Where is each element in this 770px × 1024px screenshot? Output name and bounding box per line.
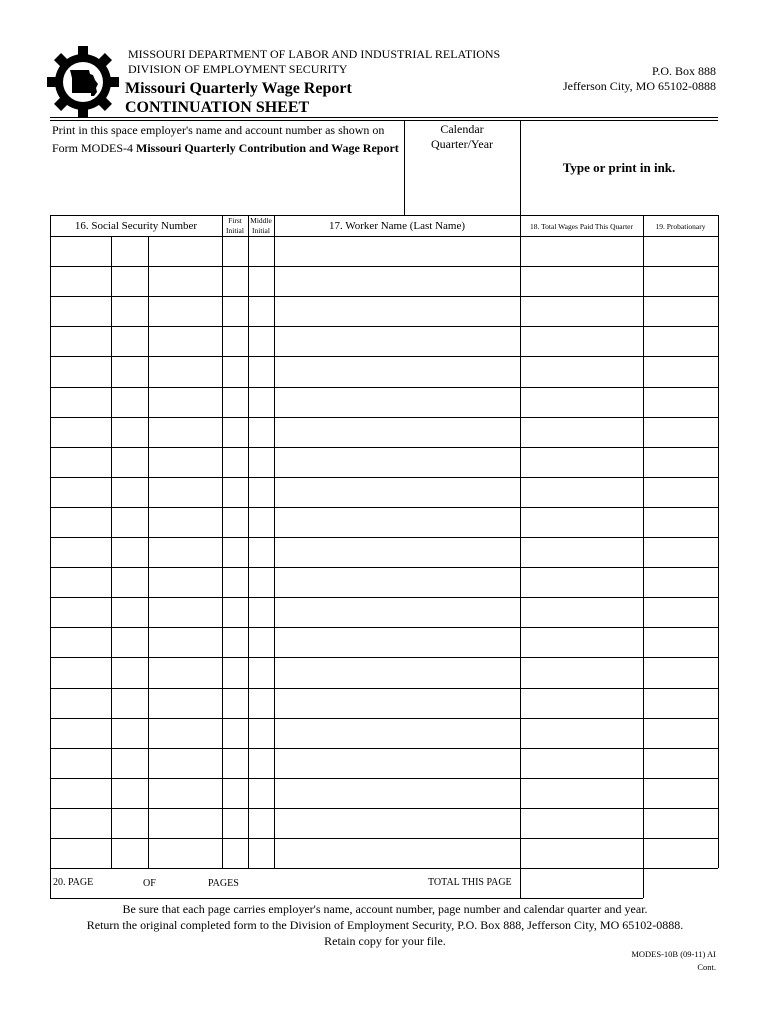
worker-name-field[interactable] <box>275 658 519 686</box>
ssn-part3-field[interactable] <box>149 658 221 686</box>
total-this-page-field[interactable] <box>521 869 642 897</box>
page-number-label: 20. PAGE <box>53 877 94 888</box>
first-initial-field[interactable] <box>223 418 247 446</box>
probationary-field[interactable] <box>644 297 717 325</box>
total-wages-field[interactable] <box>521 267 642 295</box>
middle-initial-field[interactable] <box>249 598 273 626</box>
first-initial-column-header: First Initial <box>226 216 244 235</box>
probationary-field[interactable] <box>644 598 717 626</box>
middle-initial-field[interactable] <box>249 327 273 355</box>
worker-name-field[interactable] <box>275 719 519 747</box>
ssn-part3-field[interactable] <box>149 538 221 566</box>
worker-name-field[interactable] <box>275 237 519 265</box>
ssn-part2-field[interactable] <box>112 388 147 416</box>
ssn-column-header: 16. Social Security Number <box>74 220 198 232</box>
first-initial-field[interactable] <box>223 237 247 265</box>
ssn-part1-field[interactable] <box>51 388 110 416</box>
worker-name-field[interactable] <box>275 357 519 385</box>
ssn-part2-field[interactable] <box>112 568 147 596</box>
probationary-column-header: 19. Probationary <box>655 222 706 231</box>
first-initial-field[interactable] <box>223 267 247 295</box>
ssn-part3-field[interactable] <box>149 388 221 416</box>
ssn-part3-field[interactable] <box>149 598 221 626</box>
ssn-part2-field[interactable] <box>112 508 147 536</box>
probationary-field[interactable] <box>644 388 717 416</box>
first-initial-field[interactable] <box>223 719 247 747</box>
middle-initial-field[interactable] <box>249 809 273 837</box>
first-initial-field[interactable] <box>223 568 247 596</box>
ssn-part1-field[interactable] <box>51 598 110 626</box>
ssn-part3-field[interactable] <box>149 779 221 807</box>
first-initial-field[interactable] <box>223 779 247 807</box>
first-initial-field[interactable] <box>223 297 247 325</box>
probationary-field[interactable] <box>644 839 717 867</box>
first-initial-field[interactable] <box>223 388 247 416</box>
worker-name-field[interactable] <box>275 388 519 416</box>
ssn-part1-field[interactable] <box>51 809 110 837</box>
middle-initial-field[interactable] <box>249 357 273 385</box>
first-initial-field[interactable] <box>223 749 247 777</box>
ssn-part3-field[interactable] <box>149 327 221 355</box>
ssn-part1-field[interactable] <box>51 478 110 506</box>
total-wages-field[interactable] <box>521 839 642 867</box>
ssn-part1-field[interactable] <box>51 628 110 656</box>
middle-initial-field[interactable] <box>249 508 273 536</box>
first-initial-field[interactable] <box>223 839 247 867</box>
ssn-part2-field[interactable] <box>112 418 147 446</box>
middle-initial-field[interactable] <box>249 297 273 325</box>
worker-name-field[interactable] <box>275 839 519 867</box>
total-wages-field[interactable] <box>521 538 642 566</box>
calendar-quarter-label: Calendar Quarter/Year <box>430 122 494 151</box>
employer-instruction: Print in this space employer's name and account number as shown on Form MODES-4 Missouri Quarterly Contribution and Wage Report <box>52 123 399 155</box>
ssn-part2-field[interactable] <box>112 839 147 867</box>
probationary-field[interactable] <box>644 628 717 656</box>
ssn-part3-field[interactable] <box>149 357 221 385</box>
middle-initial-field[interactable] <box>249 418 273 446</box>
continued-label: Cont. <box>697 962 716 972</box>
probationary-field[interactable] <box>644 809 717 837</box>
ssn-part1-field[interactable] <box>51 237 110 265</box>
probationary-field[interactable] <box>644 689 717 717</box>
footer-instruction-1: Be sure that each page carries employer's name, account number, page number and calendar quarter and year. <box>122 902 648 916</box>
ssn-part3-field[interactable] <box>149 297 221 325</box>
worker-name-field[interactable] <box>275 538 519 566</box>
probationary-field[interactable] <box>644 749 717 777</box>
ssn-part1-field[interactable] <box>51 448 110 476</box>
total-wages-field[interactable] <box>521 297 642 325</box>
first-initial-field[interactable] <box>223 658 247 686</box>
page-number-field[interactable] <box>98 872 138 896</box>
ssn-part3-field[interactable] <box>149 418 221 446</box>
ssn-part3-field[interactable] <box>149 689 221 717</box>
middle-initial-field[interactable] <box>249 779 273 807</box>
footer-instruction-2: Return the original completed form to the Division of Employment Security, P.O. Box 888, Jefferson City, MO 65102-0888. <box>86 918 684 932</box>
ssn-part1-field[interactable] <box>51 719 110 747</box>
ssn-part3-field[interactable] <box>149 628 221 656</box>
form-subtitle: CONTINUATION SHEET <box>125 99 310 116</box>
total-wages-field[interactable] <box>521 357 642 385</box>
probationary-field[interactable] <box>644 357 717 385</box>
total-this-page-label: TOTAL THIS PAGE <box>428 877 512 888</box>
probationary-field[interactable] <box>644 508 717 536</box>
ssn-part3-field[interactable] <box>149 809 221 837</box>
probationary-field[interactable] <box>644 719 717 747</box>
ssn-part3-field[interactable] <box>149 719 221 747</box>
ssn-part2-field[interactable] <box>112 327 147 355</box>
footer-instruction-3: Retain copy for your file. <box>324 934 446 948</box>
middle-initial-field[interactable] <box>249 448 273 476</box>
worker-name-column-header: 17. Worker Name (Last Name) <box>328 220 466 232</box>
ssn-part1-field[interactable] <box>51 297 110 325</box>
ssn-part2-field[interactable] <box>112 267 147 295</box>
ssn-part1-field[interactable] <box>51 689 110 717</box>
form-id: MODES-10B (09-11) AI <box>631 949 716 959</box>
middle-initial-field[interactable] <box>249 719 273 747</box>
ssn-part1-field[interactable] <box>51 779 110 807</box>
worker-name-field[interactable] <box>275 418 519 446</box>
ssn-part2-field[interactable] <box>112 538 147 566</box>
address-po-box: P.O. Box 888 <box>651 64 716 78</box>
first-initial-field[interactable] <box>223 357 247 385</box>
total-wages-field[interactable] <box>521 779 642 807</box>
ssn-part2-field[interactable] <box>112 357 147 385</box>
worker-name-field[interactable] <box>275 327 519 355</box>
worker-name-field[interactable] <box>275 689 519 717</box>
middle-initial-field[interactable] <box>249 478 273 506</box>
probationary-field[interactable] <box>644 267 717 295</box>
ssn-part2-field[interactable] <box>112 297 147 325</box>
worker-name-field[interactable] <box>275 749 519 777</box>
ssn-part2-field[interactable] <box>112 749 147 777</box>
middle-initial-field[interactable] <box>249 628 273 656</box>
total-wages-field[interactable] <box>521 508 642 536</box>
middle-initial-column-header: Middle Initial <box>250 216 272 235</box>
middle-initial-field[interactable] <box>249 388 273 416</box>
ssn-part3-field[interactable] <box>149 508 221 536</box>
probationary-field[interactable] <box>644 538 717 566</box>
form-title: Missouri Quarterly Wage Report <box>125 80 352 97</box>
middle-initial-field[interactable] <box>249 839 273 867</box>
probationary-field[interactable] <box>644 779 717 807</box>
worker-name-field[interactable] <box>275 297 519 325</box>
ssn-part1-field[interactable] <box>51 418 110 446</box>
first-initial-field[interactable] <box>223 327 247 355</box>
middle-initial-field[interactable] <box>249 538 273 566</box>
pages-label: PAGES <box>208 878 239 889</box>
first-initial-field[interactable] <box>223 628 247 656</box>
total-wages-field[interactable] <box>521 478 642 506</box>
worker-name-field[interactable] <box>275 478 519 506</box>
total-wages-field[interactable] <box>521 749 642 777</box>
probationary-field[interactable] <box>644 418 717 446</box>
total-wages-field[interactable] <box>521 237 642 265</box>
worker-name-field[interactable] <box>275 448 519 476</box>
probationary-field[interactable] <box>644 568 717 596</box>
ssn-part1-field[interactable] <box>51 658 110 686</box>
ssn-part3-field[interactable] <box>149 237 221 265</box>
ssn-part1-field[interactable] <box>51 568 110 596</box>
probationary-field[interactable] <box>644 237 717 265</box>
middle-initial-field[interactable] <box>249 267 273 295</box>
ssn-part1-field[interactable] <box>51 749 110 777</box>
first-initial-field[interactable] <box>223 478 247 506</box>
worker-name-field[interactable] <box>275 779 519 807</box>
middle-initial-field[interactable] <box>249 689 273 717</box>
middle-initial-field[interactable] <box>249 749 273 777</box>
total-wages-field[interactable] <box>521 448 642 476</box>
ssn-part3-field[interactable] <box>149 839 221 867</box>
ssn-part3-field[interactable] <box>149 749 221 777</box>
ink-note: Type or print in ink. <box>562 160 676 175</box>
middle-initial-field[interactable] <box>249 237 273 265</box>
total-wages-field[interactable] <box>521 388 642 416</box>
ssn-part2-field[interactable] <box>112 658 147 686</box>
ssn-part3-field[interactable] <box>149 478 221 506</box>
probationary-field[interactable] <box>644 448 717 476</box>
worker-name-field[interactable] <box>275 568 519 596</box>
total-wages-field[interactable] <box>521 598 642 626</box>
probationary-field[interactable] <box>644 478 717 506</box>
ssn-part1-field[interactable] <box>51 357 110 385</box>
worker-name-field[interactable] <box>275 809 519 837</box>
first-initial-field[interactable] <box>223 809 247 837</box>
total-wages-field[interactable] <box>521 327 642 355</box>
first-initial-field[interactable] <box>223 689 247 717</box>
ssn-part2-field[interactable] <box>112 809 147 837</box>
ssn-part1-field[interactable] <box>51 267 110 295</box>
first-initial-field[interactable] <box>223 508 247 536</box>
worker-name-field[interactable] <box>275 508 519 536</box>
ssn-part2-field[interactable] <box>112 478 147 506</box>
total-wages-field[interactable] <box>521 658 642 686</box>
first-initial-field[interactable] <box>223 448 247 476</box>
ssn-part3-field[interactable] <box>149 568 221 596</box>
worker-name-field[interactable] <box>275 267 519 295</box>
of-label: OF <box>143 878 156 889</box>
total-pages-field[interactable] <box>160 872 204 896</box>
ssn-part3-field[interactable] <box>149 448 221 476</box>
ssn-part1-field[interactable] <box>51 839 110 867</box>
middle-initial-field[interactable] <box>249 568 273 596</box>
address-city: Jefferson City, MO 65102-0888 <box>563 79 716 93</box>
total-wages-field[interactable] <box>521 809 642 837</box>
total-wages-field[interactable] <box>521 628 642 656</box>
total-wages-field[interactable] <box>521 418 642 446</box>
first-initial-field[interactable] <box>223 538 247 566</box>
ssn-part2-field[interactable] <box>112 237 147 265</box>
division-name: DIVISION OF EMPLOYMENT SECURITY <box>128 62 348 76</box>
ssn-part1-field[interactable] <box>51 327 110 355</box>
worker-name-field[interactable] <box>275 628 519 656</box>
middle-initial-field[interactable] <box>249 658 273 686</box>
probationary-field[interactable] <box>644 658 717 686</box>
ssn-part2-field[interactable] <box>112 719 147 747</box>
ssn-part2-field[interactable] <box>112 689 147 717</box>
total-wages-field[interactable] <box>521 719 642 747</box>
ssn-part2-field[interactable] <box>112 779 147 807</box>
total-wages-column-header: 18. Total Wages Paid This Quarter <box>529 222 634 231</box>
department-name: MISSOURI DEPARTMENT OF LABOR AND INDUSTRIAL RELATIONS <box>128 47 501 61</box>
worker-name-field[interactable] <box>275 598 519 626</box>
ssn-part1-field[interactable] <box>51 508 110 536</box>
ssn-part3-field[interactable] <box>149 267 221 295</box>
ssn-part1-field[interactable] <box>51 538 110 566</box>
ssn-part2-field[interactable] <box>112 628 147 656</box>
ssn-part2-field[interactable] <box>112 448 147 476</box>
total-wages-field[interactable] <box>521 689 642 717</box>
first-initial-field[interactable] <box>223 598 247 626</box>
probationary-field[interactable] <box>644 327 717 355</box>
total-wages-field[interactable] <box>521 568 642 596</box>
ssn-part2-field[interactable] <box>112 598 147 626</box>
